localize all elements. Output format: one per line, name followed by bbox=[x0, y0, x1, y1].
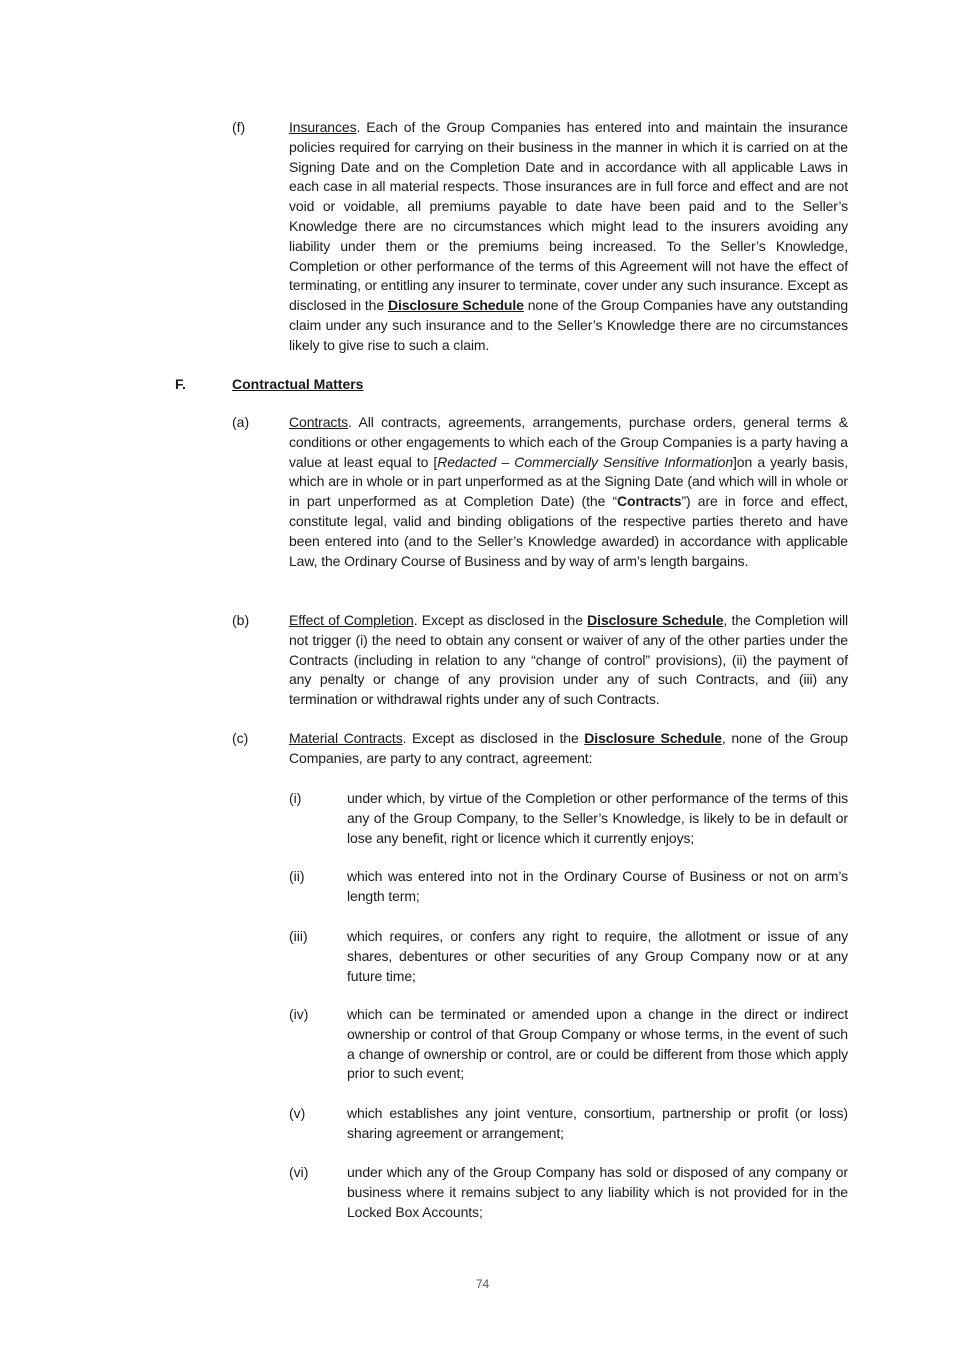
subitem-ii-text: which was entered into not in the Ordinary Course of Business or not on arm’s length term; bbox=[347, 868, 848, 904]
clause-b-heading: Effect of Completion bbox=[289, 612, 414, 628]
clause-a-contracts: Contracts. All contracts, agreements, arrangements, purchase orders, general terms & conditions or other engagements to which each of the Group Companies is a party having a value at least equal to [Redacted – Commercially Sensitive Information]on a yearly basis, which are in whole or in part unperformed as at the Signing Date (and which will in whole or in part unperformed as at Completion Date) (the “Contracts”) are in force and effect, constitute legal, valid and binding obligations of the respective parties thereto and have been entered into (and to the Seller’s Knowledge awarded) in accordance with applicable Law, the Ordinary Course of Business and by way of arm’s length bargains. bbox=[289, 414, 848, 569]
clause-c-heading: Material Contracts bbox=[289, 730, 403, 746]
section-f-heading: Contractual Matters bbox=[232, 376, 364, 392]
disclosure-schedule-ref: Disclosure Schedule bbox=[387, 297, 524, 314]
disclosure-schedule-ref: Disclosure Schedule bbox=[587, 612, 724, 628]
subitem-v-number: (v) bbox=[289, 1105, 306, 1121]
subitem-iv-text: which can be terminated or amended upon a change in the direct or indirect ownership or control of that Group Company or whose terms, in the event of such a change of ownership or control, are or could be different from those which apply prior to such event; bbox=[347, 1006, 848, 1082]
subitem-iv-number: (iv) bbox=[289, 1006, 309, 1022]
subitem-i-number: (i) bbox=[289, 790, 302, 806]
subitem-iii-text: which requires, or confers any right to require, the allotment or issue of any shares, debentures or other securities of any Group Company now or at any future time; bbox=[347, 928, 848, 984]
clause-c-number: (c) bbox=[232, 730, 249, 746]
clause-a-number: (a) bbox=[232, 414, 250, 430]
clause-b-number: (b) bbox=[232, 612, 250, 628]
disclosure-schedule-ref: Disclosure Schedule bbox=[584, 730, 722, 746]
page-number: 74 bbox=[475, 1277, 490, 1291]
clause-c-material-contracts: Material Contracts. Except as disclosed in the Disclosure Schedule, none of the Group Companies, are party to any contract, agreement: bbox=[289, 730, 848, 766]
clause-f-heading: Insurances bbox=[289, 119, 357, 135]
subitem-vi-number: (vi) bbox=[289, 1164, 309, 1180]
subitem-ii-number: (ii) bbox=[289, 868, 305, 884]
clause-f-insurances: Insurances. Each of the Group Companies has entered into and maintain the insurance policies required for carrying on their business in the manner in which it is carried on at the Signing Date and on the Completion Date and in accordance with all applicable Laws in each case in all material respects. Those insurances are in full force and effect and are not void or voidable, all premiums payable to date have been paid and to the Seller’s Knowledge there are no circumstances which might lead to the insurers avoiding any liability under them or the premiums being increased. To the Seller’s Knowledge, Completion or other performance of the terms of this Agreement will not have the effect of terminating, or entitling any insurer to terminate, cover under any such insurance. Except as disclosed in the Disclosure Schedule none of the Group Companies have any outstanding claim under any such insurance and to the Seller’s Knowledge there are no circumstances likely to give rise to such a claim. bbox=[289, 119, 849, 353]
subitem-iii-number: (iii) bbox=[289, 928, 308, 944]
redacted-text: Redacted – Commercially Sensitive Information bbox=[437, 453, 734, 470]
clause-a-heading: Contracts bbox=[289, 414, 349, 430]
clause-f-number: (f) bbox=[232, 119, 246, 135]
subitem-v-text: which establishes any joint venture, consortium, partnership or profit (or loss) sharing agreement or arrangement; bbox=[347, 1105, 848, 1141]
subitem-vi-text: under which any of the Group Company has sold or disposed of any company or business where it remains subject to any liability which is not provided for in the Locked Box Accounts; bbox=[347, 1164, 848, 1220]
subitem-i-text: under which, by virtue of the Completion or other performance of the terms of this any of the Group Company, to the Seller’s Knowledge, is likely to be in default or lose any benefit, right or licence which it currently enjoys; bbox=[347, 790, 848, 846]
defined-term-contracts: Contracts bbox=[617, 493, 682, 510]
section-f-number: F. bbox=[175, 376, 186, 392]
clause-b-effect-of-completion: Effect of Completion. Except as disclosed in the Disclosure Schedule, the Completion will not trigger (i) the need to obtain any consent or waiver of any of the other parties under the Contracts (including in relation to any “change of control” provisions), (ii) the payment of any penalty or change of any provision under any of such Contracts, and (iii) any termination or withdrawal rights under any of such Contracts. bbox=[289, 612, 848, 708]
